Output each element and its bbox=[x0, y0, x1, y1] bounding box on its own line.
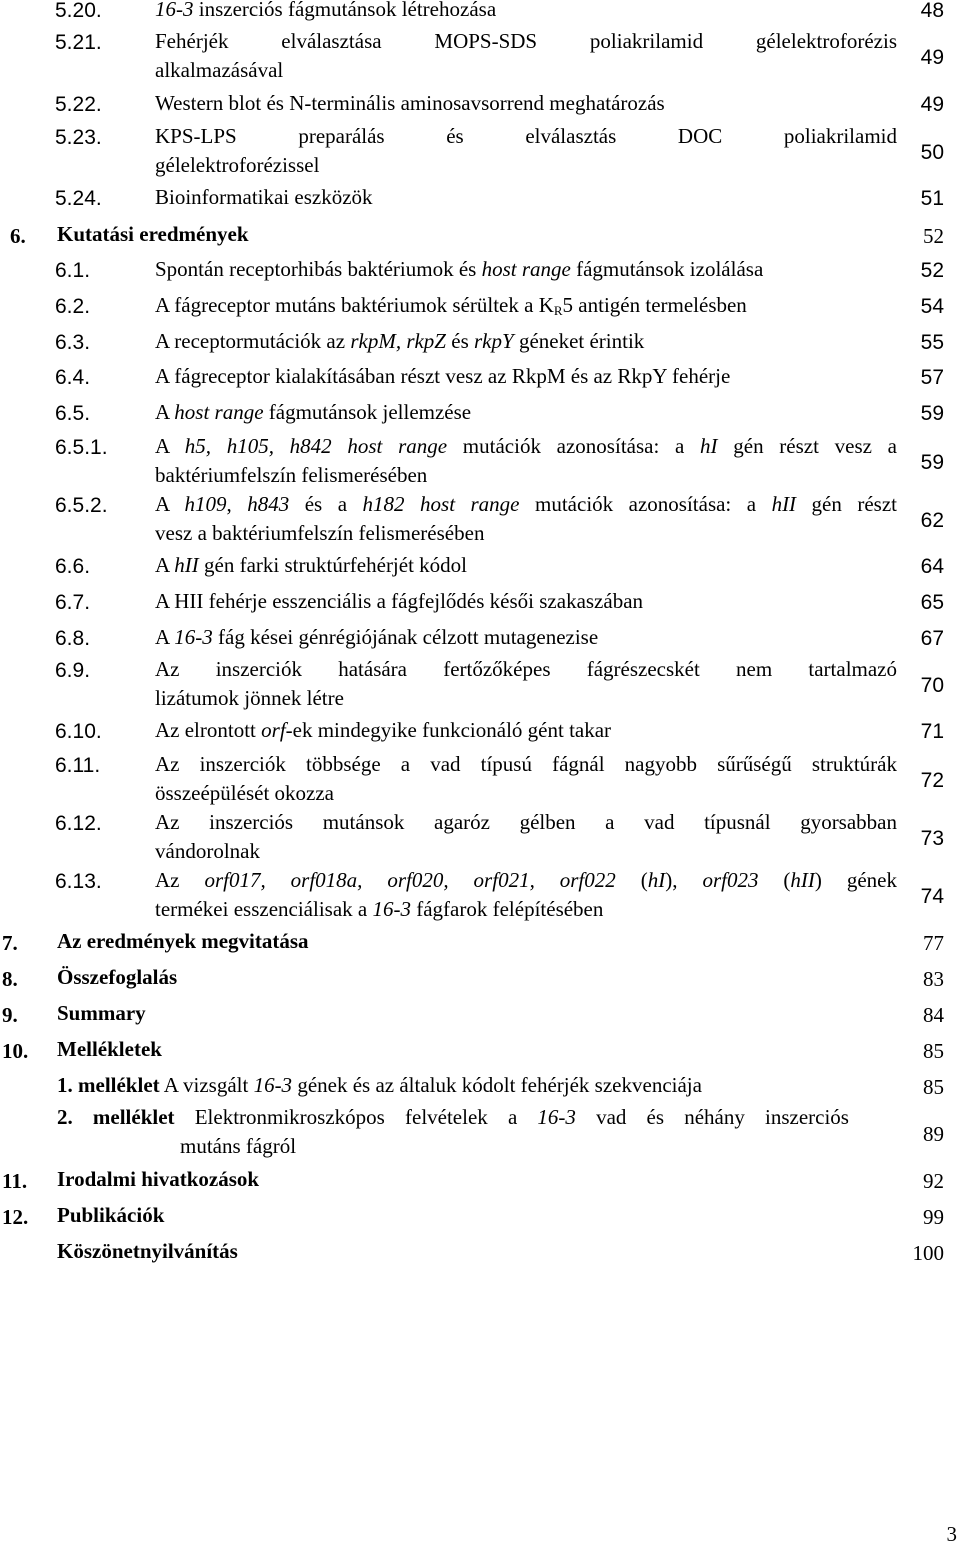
toc-title: A receptormutációk az rkpM, rkpZ és rkpY géneket érintik bbox=[155, 329, 645, 353]
toc-title: A hII gén farki struktúrfehérjét kódol bbox=[155, 553, 468, 577]
page-number: 3 bbox=[946, 1522, 957, 1546]
toc-number: 6.2. bbox=[55, 295, 91, 318]
toc-number: 6.12. bbox=[55, 812, 102, 835]
toc-page: 49 bbox=[920, 46, 944, 69]
toc-title: 2. melléklet Elektronmikroszkópos felvételek a 16-3 vad és néhány inszerciós bbox=[57, 1105, 849, 1129]
toc-number: 6.9. bbox=[55, 659, 91, 682]
toc-title: 1. melléklet A vizsgált 16-3 gének és az általuk kódolt fehérjék szekvenciája bbox=[57, 1073, 702, 1097]
toc-page: 62 bbox=[920, 509, 944, 532]
toc-title: 16-3 inszerciós fágmutánsok létrehozása bbox=[155, 0, 497, 21]
toc-page: 48 bbox=[920, 0, 944, 22]
toc-title: Az inszerciós mutánsok agaróz gélben a vad típusnál gyorsabban bbox=[155, 810, 897, 834]
toc-number: 8. bbox=[2, 967, 18, 991]
toc-number: 6.11. bbox=[55, 754, 101, 777]
toc-page: 50 bbox=[920, 141, 944, 164]
toc-title: Az orf017, orf018a, orf020, orf021, orf022 (hI), orf023 (hII) gének bbox=[155, 868, 897, 892]
toc-number: 6.10. bbox=[55, 720, 102, 743]
toc-page: 49 bbox=[920, 93, 944, 116]
toc-page: 52 bbox=[923, 224, 944, 248]
toc-page: 85 bbox=[923, 1075, 944, 1099]
toc-title: Summary bbox=[57, 1001, 146, 1025]
toc-title-continuation: mutáns fágról bbox=[180, 1134, 297, 1158]
toc-page: 52 bbox=[920, 259, 944, 282]
toc-title: A fágreceptor mutáns baktériumok sérültek a $K_R5$ antigén termelésben bbox=[155, 293, 747, 318]
toc-page: 99 bbox=[923, 1205, 944, 1229]
toc-page: 92 bbox=[923, 1169, 944, 1193]
toc-title-continuation: vesz a baktériumfelszín felismerésében bbox=[155, 521, 485, 545]
toc-page: 85 bbox=[923, 1039, 944, 1063]
toc-page: 57 bbox=[920, 366, 944, 389]
toc-number: 6. bbox=[10, 224, 26, 248]
toc-title: A fágreceptor kialakításában részt vesz az RkpM és az RkpY fehérje bbox=[155, 364, 731, 388]
toc-number: 5.23. bbox=[55, 126, 102, 149]
toc-title-continuation: lizátumok jönnek létre bbox=[155, 686, 344, 710]
toc-title: Összefoglalás bbox=[57, 965, 178, 989]
toc-title: Köszönetnyilvánítás bbox=[57, 1239, 238, 1263]
toc-number: 5.20. bbox=[55, 0, 102, 22]
toc-title: KPS-LPS preparálás és elválasztás DOC poliakrilamid bbox=[155, 124, 897, 148]
toc-title: A host range fágmutánsok jellemzése bbox=[155, 400, 472, 424]
toc-title: Az inszerciók hatására fertőzőképes fágrészecskét nem tartalmazó bbox=[155, 657, 897, 681]
toc-number: 7. bbox=[2, 931, 18, 955]
toc-title-continuation: gélelektroforézissel bbox=[155, 153, 320, 177]
toc-title: A h5, h105, h842 host range mutációk azonosítása: a hI gén részt vesz a bbox=[155, 434, 897, 458]
toc-page: 59 bbox=[920, 451, 944, 474]
toc-page: 84 bbox=[923, 1003, 944, 1027]
toc-number: 5.24. bbox=[55, 187, 102, 210]
toc-number: 10. bbox=[2, 1039, 29, 1063]
toc-number: 5.21. bbox=[55, 31, 102, 54]
toc-title: Irodalmi hivatkozások bbox=[57, 1167, 260, 1191]
toc-title: Mellékletek bbox=[57, 1037, 162, 1061]
toc-number: 6.5.1. bbox=[55, 436, 108, 459]
toc-page: 64 bbox=[920, 555, 944, 578]
toc-page: 89 bbox=[923, 1122, 944, 1146]
toc-number: 12. bbox=[2, 1205, 29, 1229]
toc-title-continuation: termékei esszenciálisak a 16-3 fágfarok felépítésében bbox=[155, 897, 604, 921]
toc-title-continuation: vándorolnak bbox=[155, 839, 260, 863]
toc-title: A h109, h843 és a h182 host range mutációk azonosítása: a hII gén részt bbox=[155, 492, 897, 516]
toc-title: Bioinformatikai eszközök bbox=[155, 185, 373, 209]
toc-page: 55 bbox=[920, 331, 944, 354]
toc-title: A 16-3 fág kései génrégiójának célzott mutagenezise bbox=[155, 625, 599, 649]
toc-page: 74 bbox=[920, 885, 944, 908]
toc-page: 51 bbox=[920, 187, 944, 210]
toc-number: 11. bbox=[2, 1169, 28, 1193]
toc-page: 54 bbox=[920, 295, 944, 318]
toc-page: 72 bbox=[920, 769, 944, 792]
toc-title: Western blot és N-terminális aminosavsorrend meghatározás bbox=[155, 91, 665, 115]
toc-page: 70 bbox=[920, 674, 944, 697]
toc-page: 71 bbox=[920, 720, 944, 743]
toc-page: 59 bbox=[920, 402, 944, 425]
toc-title: Az eredmények megvitatása bbox=[57, 929, 309, 953]
toc-number: 6.5. bbox=[55, 402, 91, 425]
toc-page: 65 bbox=[920, 591, 944, 614]
toc-number: 6.1. bbox=[55, 259, 91, 282]
toc-page: 67 bbox=[920, 627, 944, 650]
toc-page: 77 bbox=[923, 931, 944, 955]
toc-title: Az elrontott orf-ek mindegyike funkcionáló gént takar bbox=[155, 718, 612, 742]
toc-page: 83 bbox=[923, 967, 944, 991]
toc-number: 6.8. bbox=[55, 627, 91, 650]
toc-number: 6.5.2. bbox=[55, 494, 108, 517]
toc-title: Fehérjék elválasztása MOPS-SDS poliakrilamid gélelektroforézis bbox=[155, 29, 897, 53]
toc-title: Publikációk bbox=[57, 1203, 165, 1227]
toc-title: Kutatási eredmények bbox=[57, 222, 249, 246]
toc-number: 6.13. bbox=[55, 870, 102, 893]
toc-number: 6.6. bbox=[55, 555, 91, 578]
toc-page: 100 bbox=[912, 1241, 944, 1265]
toc-number: 6.3. bbox=[55, 331, 91, 354]
toc-number: 6.7. bbox=[55, 591, 91, 614]
toc-title-continuation: alkalmazásával bbox=[155, 58, 284, 82]
toc-number: 5.22. bbox=[55, 93, 102, 116]
toc-title: A HII fehérje esszenciális a fágfejlődés késői szakaszában bbox=[155, 589, 644, 613]
toc-title: Spontán receptorhibás baktériumok és host range fágmutánsok izolálása bbox=[155, 257, 764, 281]
toc-title-continuation: összeépülését okozza bbox=[155, 781, 335, 805]
toc-page: 73 bbox=[920, 827, 944, 850]
toc-number: 6.4. bbox=[55, 366, 91, 389]
toc-number: 9. bbox=[2, 1003, 18, 1027]
toc-title: Az inszerciók többsége a vad típusú fágnál nagyobb sűrűségű struktúrák bbox=[155, 752, 897, 776]
toc-title-continuation: baktériumfelszín felismerésében bbox=[155, 463, 428, 487]
